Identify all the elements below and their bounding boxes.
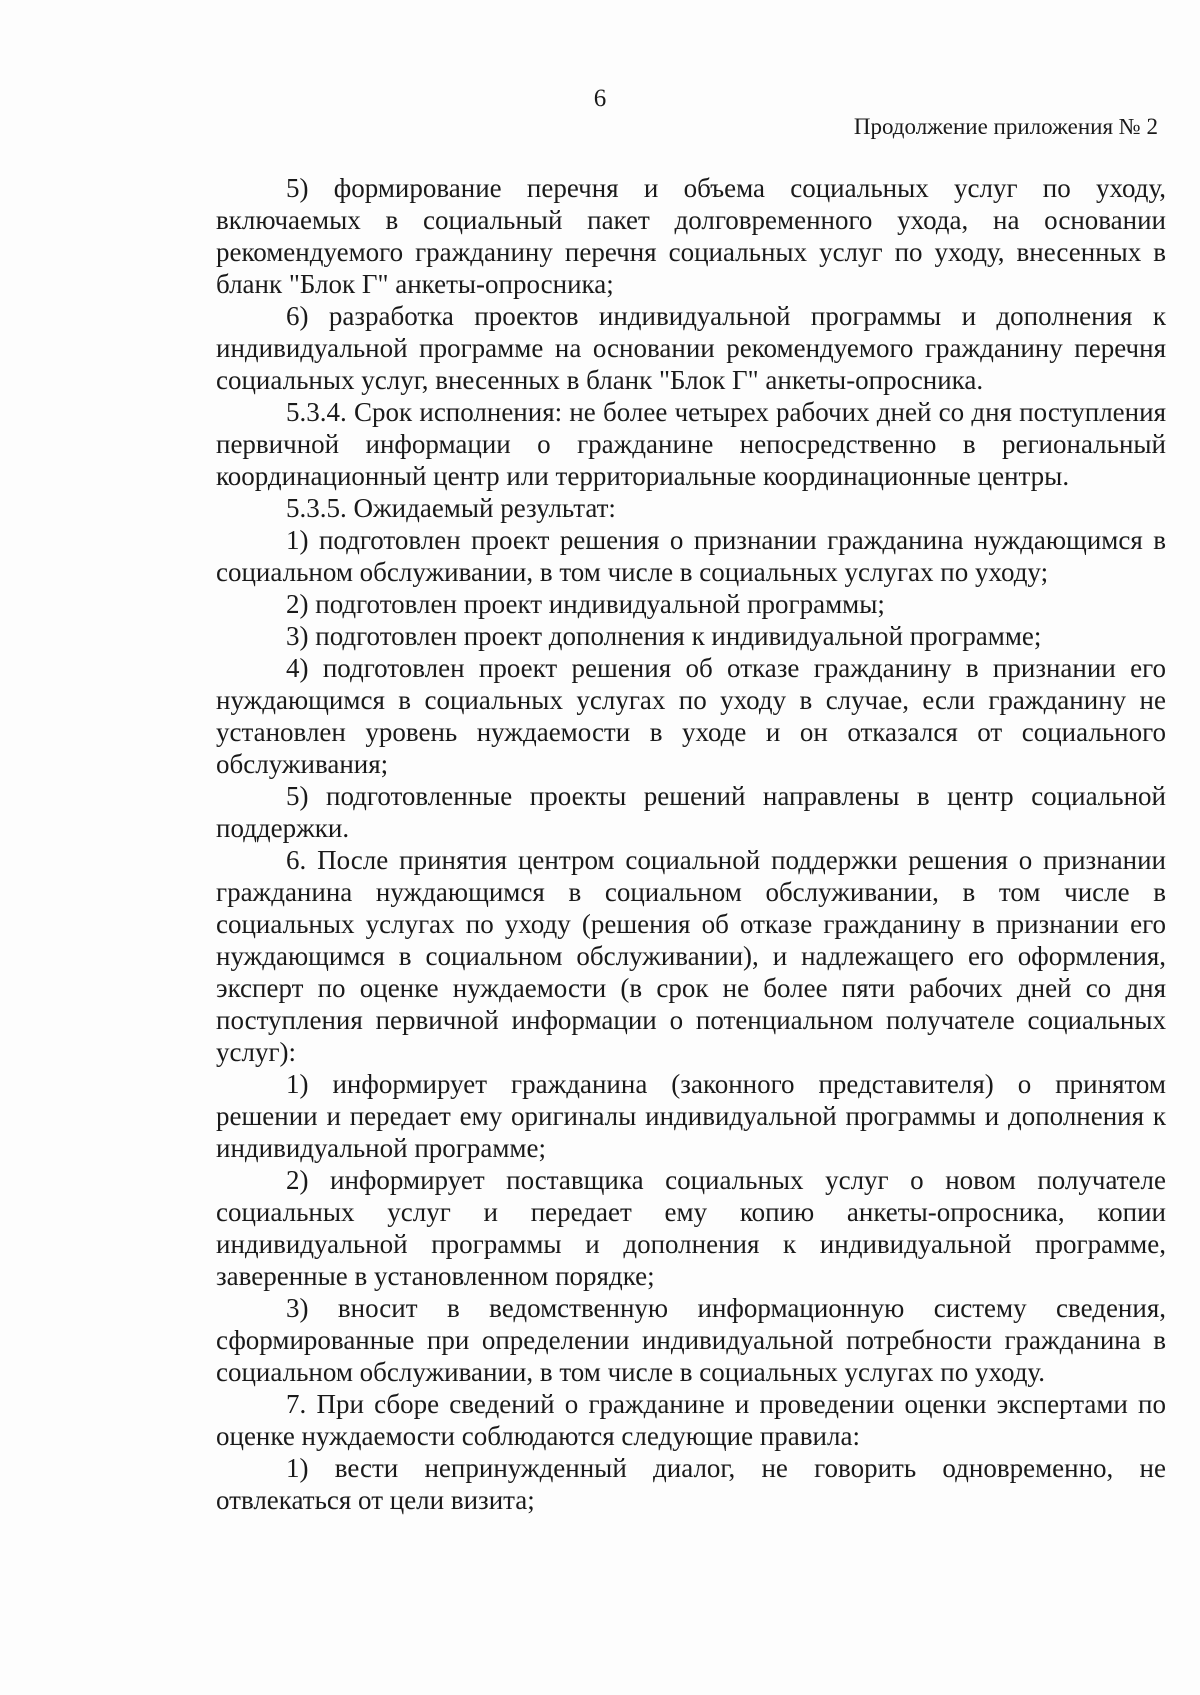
paragraph: 3) вносит в ведомственную информационную систему сведения, сформированные при определении индивидуальной потребности гражданина в социальном обслуживании, в том числе в социальных услугах по уходу.: [216, 1293, 1166, 1387]
page-number: 6: [593, 85, 607, 112]
paragraph: 5.3.4. Срок исполнения: не более четырех рабочих дней со дня поступления первичной информации о гражданине непосредственно в региональный координационный центр или территориальные координационные центры.: [216, 397, 1166, 491]
paragraph: 5) формирование перечня и объема социальных услуг по уходу, включаемых в социальный пакет долговременного ухода, на основании рекомендуемого гражданину перечня социальных услуг по уходу, внесенных в бланк "Блок Г" анкеты-опросника;: [216, 173, 1166, 299]
paragraph: 1) подготовлен проект решения о признании гражданина нуждающимся в социальном обслуживании, в том числе в социальных услугах по уходу;: [216, 525, 1166, 587]
paragraph: 6. После принятия центром социальной поддержки решения о признании гражданина нуждающимся в социальном обслуживании, в том числе в социальных услугах по уходу (решения об отказе гражданину в признании его нуждающимся в социальном обслуживании), и надлежащего его оформления, эксперт по оценке нуждаемости (в срок не более пяти рабочих дней со дня поступления первичной информации о потенциальном получателе социальных услуг):: [216, 845, 1166, 1067]
paragraph: 5.3.5. Ожидаемый результат:: [286, 493, 616, 523]
appendix-continuation-note: Продолжение приложения № 2: [853, 114, 1158, 139]
paragraph: 4) подготовлен проект решения об отказе гражданину в признании его нуждающимся в социальных услугах по уходу в случае, если гражданину не установлен уровень нуждаемости в уходе и он отказался от социального обслуживания;: [216, 653, 1166, 779]
paragraph: 1) вести непринужденный диалог, не говорить одновременно, не отвлекаться от цели визита;: [216, 1453, 1166, 1515]
paragraph: 1) информирует гражданина (законного представителя) о принятом решении и передает ему оригиналы индивидуальной программы и дополнения к индивидуальной программе;: [216, 1069, 1166, 1163]
paragraph: 5) подготовленные проекты решений направлены в центр социальной поддержки.: [216, 781, 1166, 843]
document-body: [216, 172, 1166, 1516]
paragraph: 7. При сборе сведений о гражданине и проведении оценки экспертами по оценке нуждаемости соблюдаются следующие правила:: [216, 1389, 1166, 1451]
paragraph: 3) подготовлен проект дополнения к индивидуальной программе;: [286, 621, 1042, 651]
paragraph: 2) информирует поставщика социальных услуг о новом получателе социальных услуг и передает ему копию анкеты-опросника, копии индивидуальной программы и дополнения к индивидуальной программе, заверенные в установленном порядке;: [216, 1165, 1166, 1291]
paragraph: 6) разработка проектов индивидуальной программы и дополнения к индивидуальной программе на основании рекомендуемого гражданину перечня социальных услуг, внесенных в бланк "Блок Г" анкеты-опросника.: [216, 301, 1166, 395]
paragraph: 2) подготовлен проект индивидуальной программы;: [286, 589, 885, 619]
